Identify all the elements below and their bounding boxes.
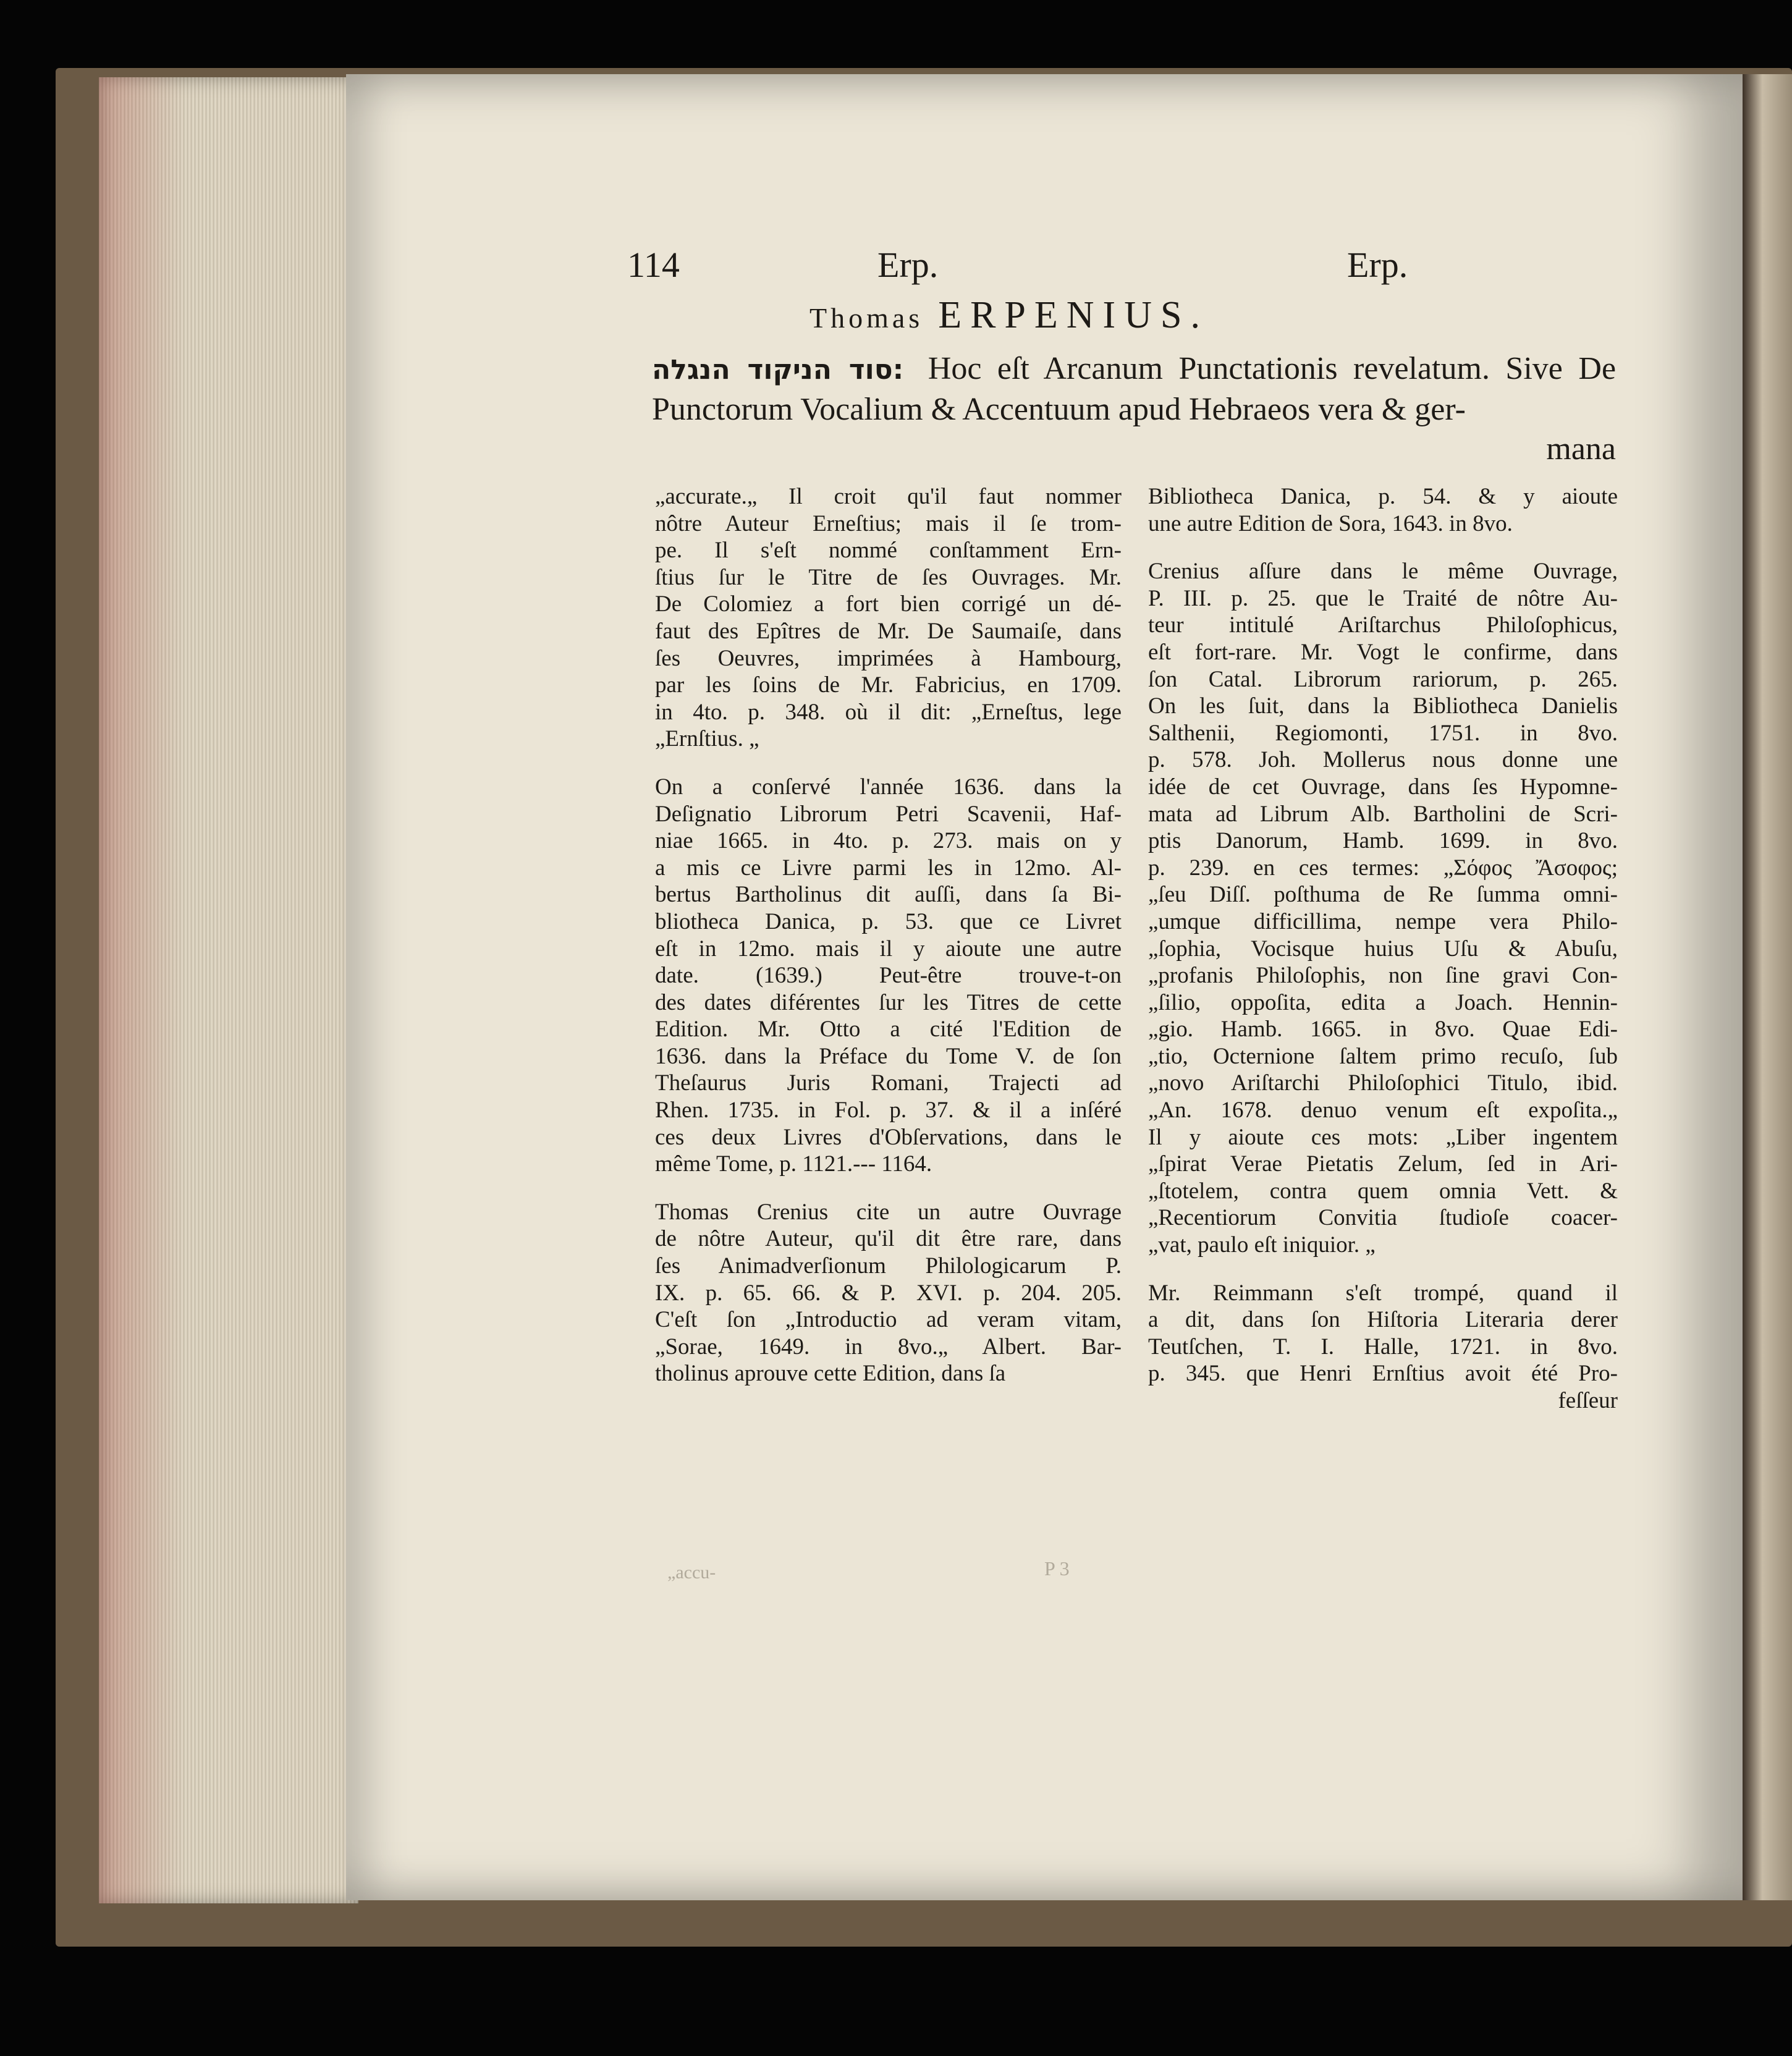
text-line: Mr. Reimmann s'eſt trompé, quand il xyxy=(1148,1280,1618,1306)
text-line: eſt in 12mo. mais il y aioute une autre xyxy=(655,936,1122,962)
right-text-column xyxy=(1148,483,1618,1436)
paragraph xyxy=(1148,558,1618,1258)
signature-mark: P 3 xyxy=(1044,1557,1070,1580)
text-line: Theſaurus Juris Romani, Trajecti ad xyxy=(655,1070,1122,1096)
text-line: de nôtre Auteur, qu'il dit être rare, dans xyxy=(655,1226,1122,1252)
text-line: „Ernſtius. „ xyxy=(655,726,759,752)
text-line: ſon Catal. Librorum rariorum, p. 265. xyxy=(1148,666,1618,692)
text-line: in 4to. p. 348. où il dit: „Erneſtus, lege xyxy=(655,699,1122,725)
catchword: „accu- xyxy=(667,1562,716,1583)
paragraph xyxy=(655,1199,1122,1387)
text-line: idée de cet Ouvrage, dans ſes Hypomne- xyxy=(1148,774,1618,800)
author-given-name: Thomas xyxy=(809,302,924,334)
text-line: „vat, paulo eſt iniquior. „ xyxy=(1148,1232,1376,1258)
text-line: „ſilio, oppoſita, edita a Joach. Hennin- xyxy=(1148,989,1618,1015)
book-title xyxy=(652,349,1616,469)
running-head-left: Erp. xyxy=(877,245,939,285)
text-line: feſſeur xyxy=(1558,1388,1618,1413)
text-line: „ſpirat Verae Pietatis Zelum, ſed in Ari- xyxy=(1148,1151,1618,1177)
text-line: Thomas Crenius cite un autre Ouvrage xyxy=(655,1199,1122,1225)
hebrew-title: :סוד הניקוד הנגלה xyxy=(652,354,904,386)
title-line-2: De Punctorum Vocalium & Accentuum apud Hebraeos vera & ger- xyxy=(652,351,1617,427)
text-line: 1636. dans la Préface du Tome V. de ſon xyxy=(655,1043,1122,1069)
text-line: par les ſoins de Mr. Fabricius, en 1709. xyxy=(655,672,1122,698)
text-line: Bibliotheca Danica, p. 54. & y aioute xyxy=(1148,484,1618,509)
text-line: „umque difficillima, nempe vera Philo- xyxy=(1148,908,1618,934)
text-line: De Colomiez a fort bien corrigé un dé- xyxy=(655,591,1122,617)
text-line: „ſtotelem, contra quem omnia Vett. & xyxy=(1148,1178,1618,1204)
paragraph xyxy=(1148,1280,1618,1415)
text-line: Teutſchen, T. I. Halle, 1721. in 8vo. xyxy=(1148,1334,1618,1360)
text-line: teur intitulé Ariſtarchus Philoſophicus, xyxy=(1148,612,1618,638)
text-line: ces deux Livres d'Obſervations, dans le xyxy=(655,1124,1122,1150)
text-line: IX. p. 65. 66. & P. XVI. p. 204. 205. xyxy=(655,1280,1122,1306)
text-line: On les ſuit, dans la Bibliotheca Danielis xyxy=(1148,693,1618,719)
text-line: date. (1639.) Peut-être trouve-t-on xyxy=(655,963,1122,989)
text-line: ſes Animadverſionum Philologicarum P. xyxy=(655,1253,1122,1279)
text-line: p. 578. Joh. Mollerus nous donne une xyxy=(1148,747,1618,773)
text-line: une autre Edition de Sora, 1643. in 8vo. xyxy=(1148,510,1513,536)
text-line: ptis Danorum, Hamb. 1699. in 8vo. xyxy=(1148,828,1618,854)
paragraph xyxy=(655,774,1122,1178)
text-line: C'eſt ſon „Introductio ad veram vitam, xyxy=(655,1307,1122,1333)
text-line: nôtre Auteur Erneſtius; mais il ſe trom- xyxy=(655,510,1122,536)
title-line-3: mana xyxy=(1546,431,1616,467)
author-surname: ERPENIUS. xyxy=(938,294,1209,336)
text-line: pe. Il s'eſt nommé conſtamment Ern- xyxy=(655,538,1122,564)
page-number: 114 xyxy=(627,245,680,285)
text-line: tholinus aprouve cette Edition, dans ſa xyxy=(655,1361,1006,1387)
text-line: même Tome, p. 1121.--- 1164. xyxy=(655,1151,932,1177)
text-line: „Sorae, 1649. in 8vo.„ Albert. Bar- xyxy=(655,1334,1122,1360)
text-line: Edition. Mr. Otto a cité l'Edition de xyxy=(655,1017,1122,1043)
text-line: „ſophia, Vocisque huius Uſu & Abuſu, xyxy=(1148,936,1618,962)
text-line: Crenius aſſure dans le même Ouvrage, xyxy=(1148,559,1618,585)
text-line: On a conſervé l'année 1636. dans la xyxy=(655,774,1122,800)
text-line: a mis ce Livre parmi les in 12mo. Al- xyxy=(655,855,1122,881)
text-line: „Recentiorum Convitia ſtudioſe coacer- xyxy=(1148,1205,1618,1231)
text-line: niae 1665. in 4to. p. 273. mais on y xyxy=(655,828,1122,854)
text-line: Deſignatio Librorum Petri Scavenii, Haf- xyxy=(655,801,1122,827)
text-line: „ſeu Diſſ. poſthuma de Re ſumma omni- xyxy=(1148,882,1618,908)
text-line: P. III. p. 25. que le Traité de nôtre Au- xyxy=(1148,585,1618,611)
text-line: Il y aioute ces mots: „Liber ingentem xyxy=(1148,1124,1618,1150)
running-head-right: Erp. xyxy=(1347,245,1408,285)
text-line: „accurate.„ Il croit qu'il faut nommer xyxy=(655,484,1122,509)
paragraph xyxy=(1148,483,1618,537)
facing-page-edge xyxy=(1743,74,1792,1900)
text-line: des dates diférentes ſur les Titres de cette xyxy=(655,989,1122,1015)
title-line-1: Hoc eſt Arcanum Punctationis revelatum. Sive xyxy=(928,351,1563,386)
text-line: bliotheca Danica, p. 53. que ce Livret xyxy=(655,908,1122,934)
text-line: „novo Ariſtarchi Philoſophici Titulo, ibid. xyxy=(1148,1070,1618,1096)
text-line: „gio. Hamb. 1665. in 8vo. Quae Edi- xyxy=(1148,1017,1618,1043)
text-line: p. 345. que Henri Ernſtius avoit été Pro- xyxy=(1148,1361,1618,1387)
text-line: bertus Bartholinus dit auſſi, dans ſa Bi- xyxy=(655,882,1122,908)
text-line: „An. 1678. denuo venum eſt expoſita.„ xyxy=(1148,1098,1618,1123)
text-line: faut des Epîtres de Mr. De Saumaiſe, dans xyxy=(655,618,1122,644)
text-line: eſt fort-rare. Mr. Vogt le confirme, dans xyxy=(1148,639,1618,665)
text-line: a dit, dans ſon Hiſtoria Literaria derer xyxy=(1148,1307,1618,1333)
paragraph xyxy=(655,483,1122,753)
text-line: „tio, Octernione ſaltem primo recuſo, ſub xyxy=(1148,1043,1618,1069)
text-line: „profanis Philoſophis, non ſine gravi Con- xyxy=(1148,963,1618,989)
text-line: Salthenii, Regiomonti, 1751. in 8vo. xyxy=(1148,720,1618,746)
text-line: p. 239. en ces termes: „Σόφος Ἄσοφος; xyxy=(1148,855,1618,881)
page-block-edges xyxy=(99,77,358,1903)
text-line: ſtius ſur le Titre de ſes Ouvrages. Mr. xyxy=(655,564,1122,590)
text-line: ſes Oeuvres, imprimées à Hambourg, xyxy=(655,645,1122,671)
text-line: mata ad Librum Alb. Bartholini de Scri- xyxy=(1148,801,1618,827)
entry-heading xyxy=(809,294,1427,337)
left-text-column xyxy=(655,483,1122,1408)
text-line: Rhen. 1735. in Fol. p. 37. & il a inſéré xyxy=(655,1098,1122,1123)
